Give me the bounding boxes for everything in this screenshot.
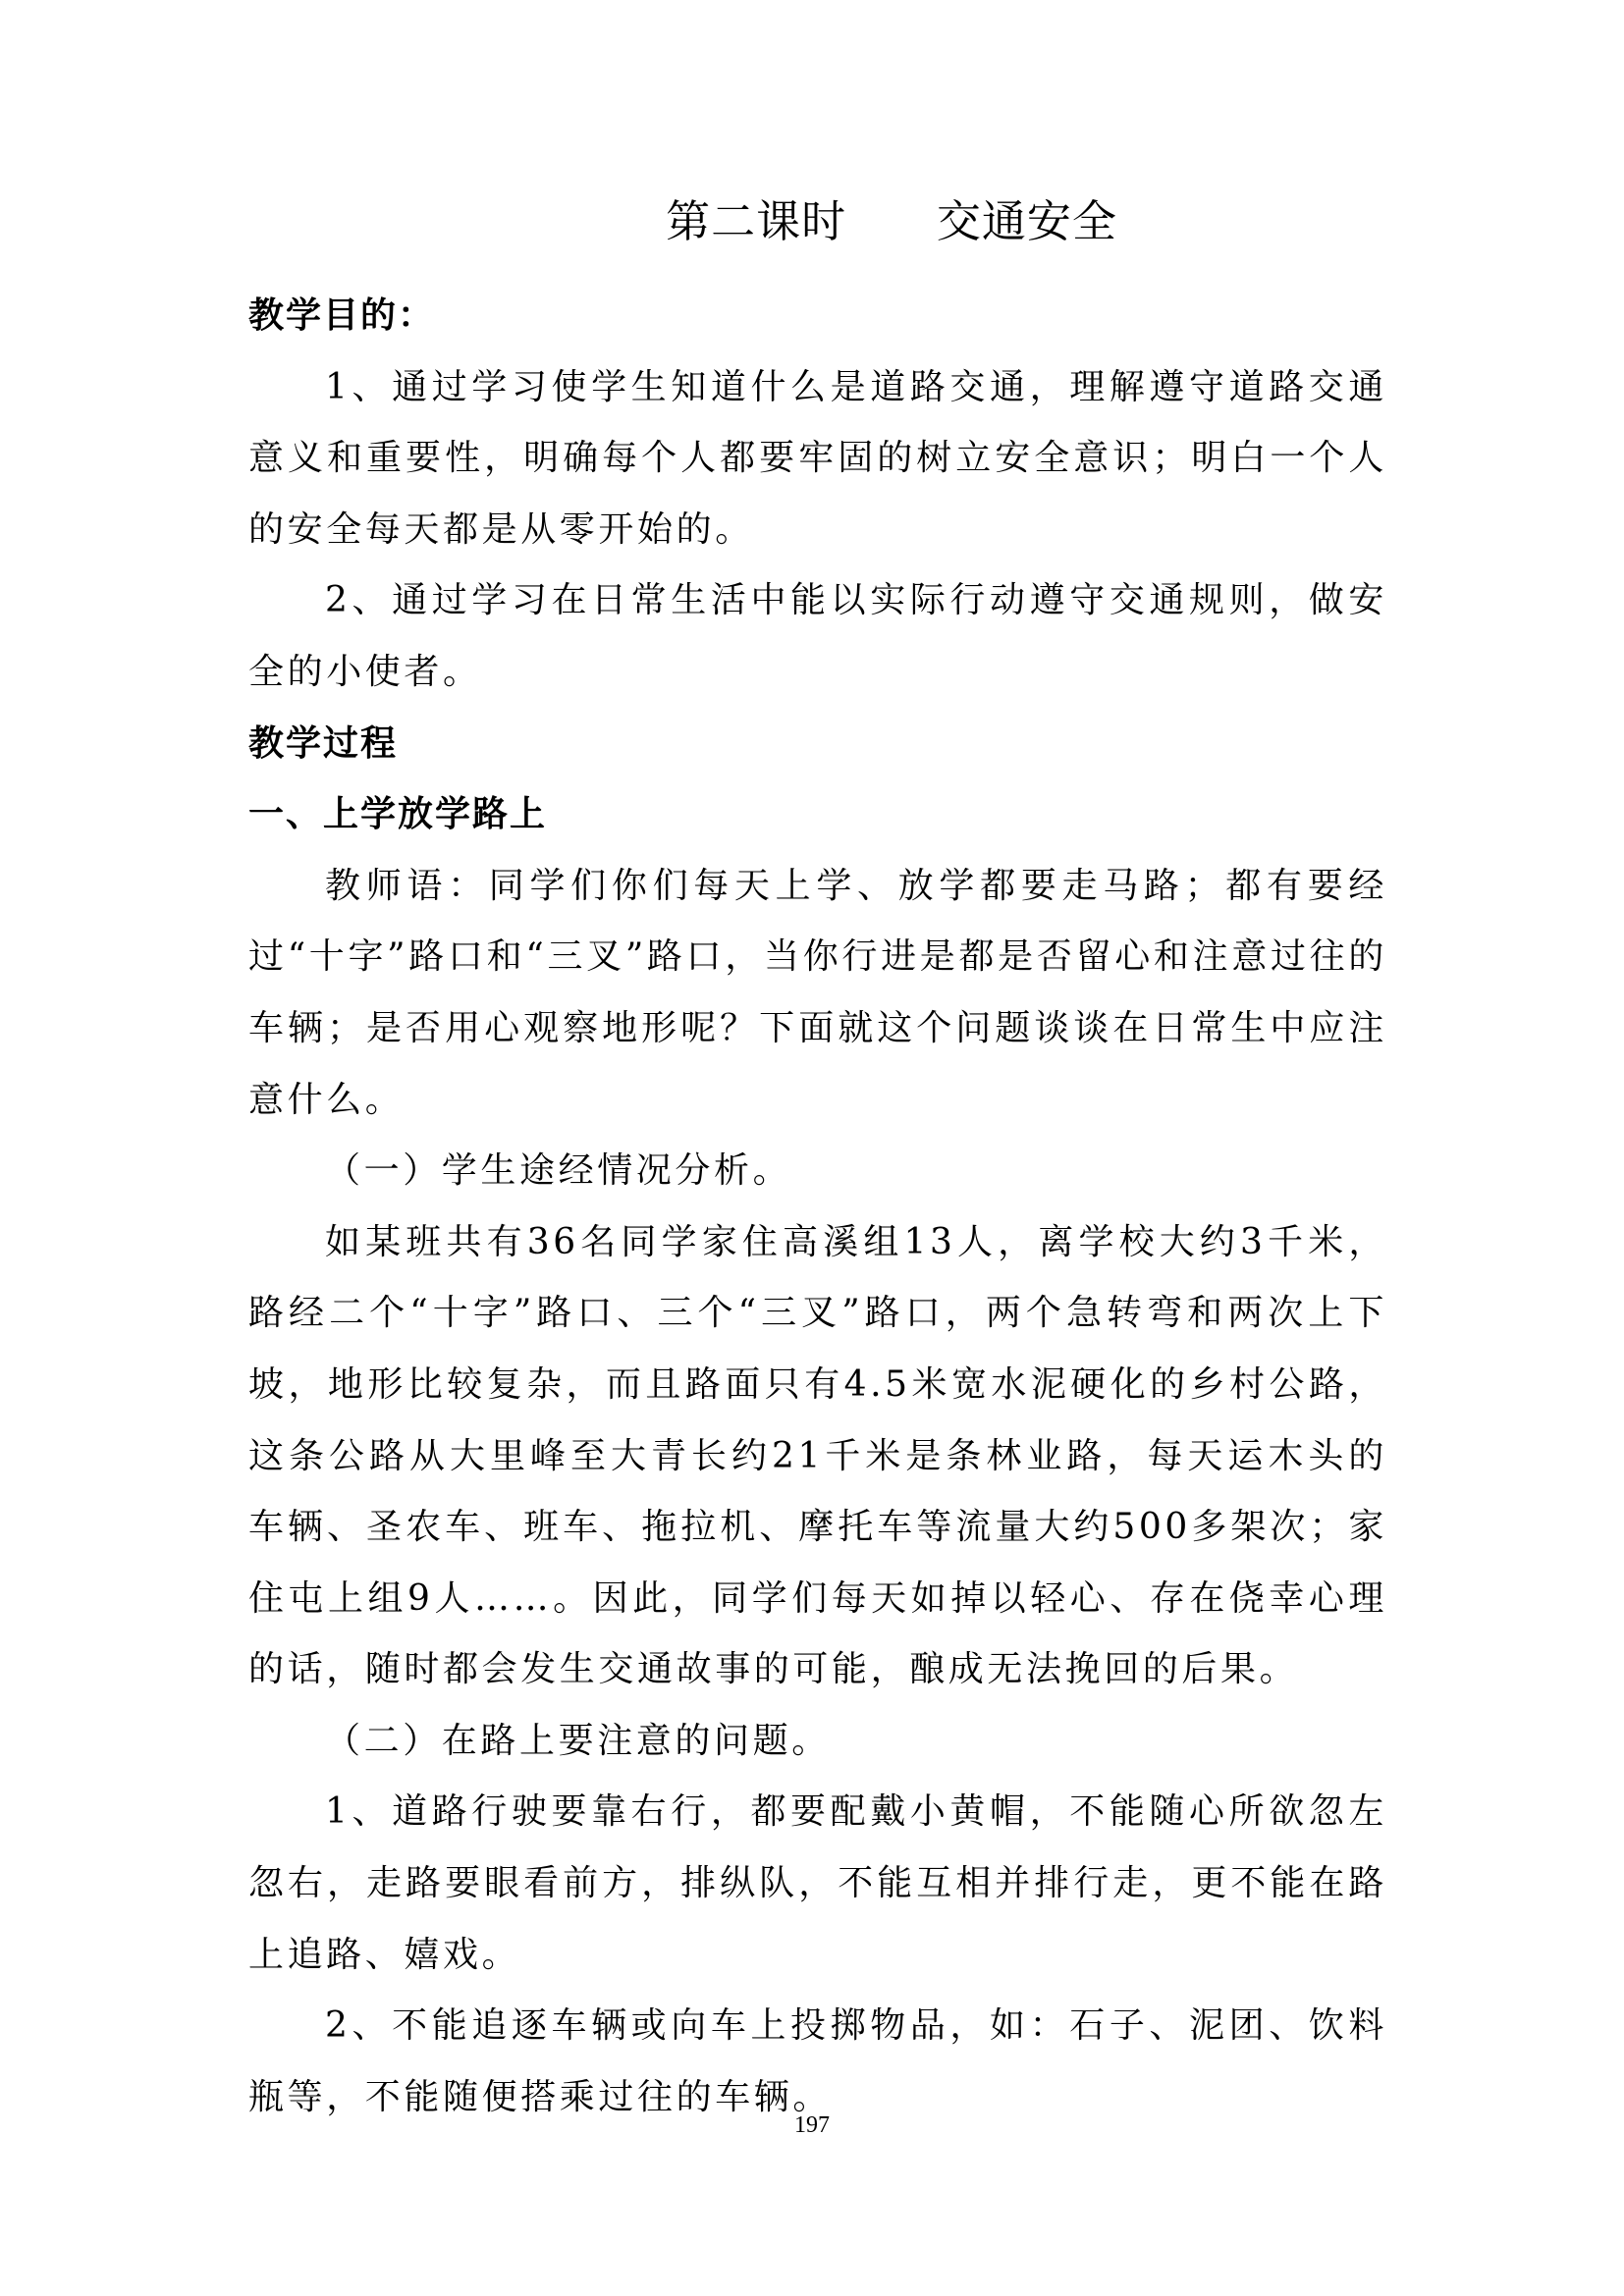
- page-number: 197: [794, 2112, 830, 2138]
- document-page: [248, 192, 1387, 2133]
- subsection-2-heading: （二）在路上要注意的问题。: [325, 1720, 831, 1761]
- page-title: 第二课时 交通安全: [666, 195, 1117, 247]
- objective-2: 2、通过学习在日常生活中能以实际行动遵守交通规则，做安全的小使者。: [248, 580, 1387, 692]
- rule-1: 1、道路行驶要靠右行，都要配戴小黄帽，不能随心所欲忽左忽右，走路要眼看前方，排纵队，不能互相并排行走，更不能在路上追路、嬉戏。: [248, 1791, 1387, 1975]
- objectives-heading: 教学目的：: [248, 295, 436, 336]
- process-heading: 教学过程: [248, 722, 399, 764]
- analysis-paragraph: 如某班共有36名同学家住高溪组13人，离学校大约3千米，路经二个“十字”路口、三个“三叉”路口，两个急转弯和两次上下坡，地形比较复杂，而且路面只有4.5米宽水泥硬化的乡村公路，这条公路从大里峰至大青长约21千米是条林业路，每天运木头的车辆、圣农车、班车、拖拉机、摩托车等流量大约500多架次；家住屯上组9人……。因此，同学们每天如掉以轻心、存在侥幸心理的话，随时都会发生交通故事的可能，酿成无法挽回的后果。: [248, 1221, 1387, 1690]
- objective-1: 1、通过学习使学生知道什么是道路交通，理解遵守道路交通意义和重要性，明确每个人都要牢固的树立安全意识；明白一个人的安全每天都是从零开始的。: [248, 366, 1387, 550]
- subsection-1-heading: （一）学生途经情况分析。: [325, 1150, 792, 1192]
- rule-2: 2、不能追逐车辆或向车上投掷物品，如：石子、泥团、饮料瓶等，不能随便搭乘过往的车辆。: [248, 2005, 1387, 2117]
- teacher-speech: 教师语：同学们你们每天上学、放学都要走马路；都有要经过“十字”路口和“三叉”路口，当你行进是都是否留心和注意过往的车辆；是否用心观察地形呢？下面就这个问题谈谈在日常生中应注意什么。: [248, 865, 1387, 1120]
- section-1-heading: 一、上学放学路上: [248, 794, 548, 835]
